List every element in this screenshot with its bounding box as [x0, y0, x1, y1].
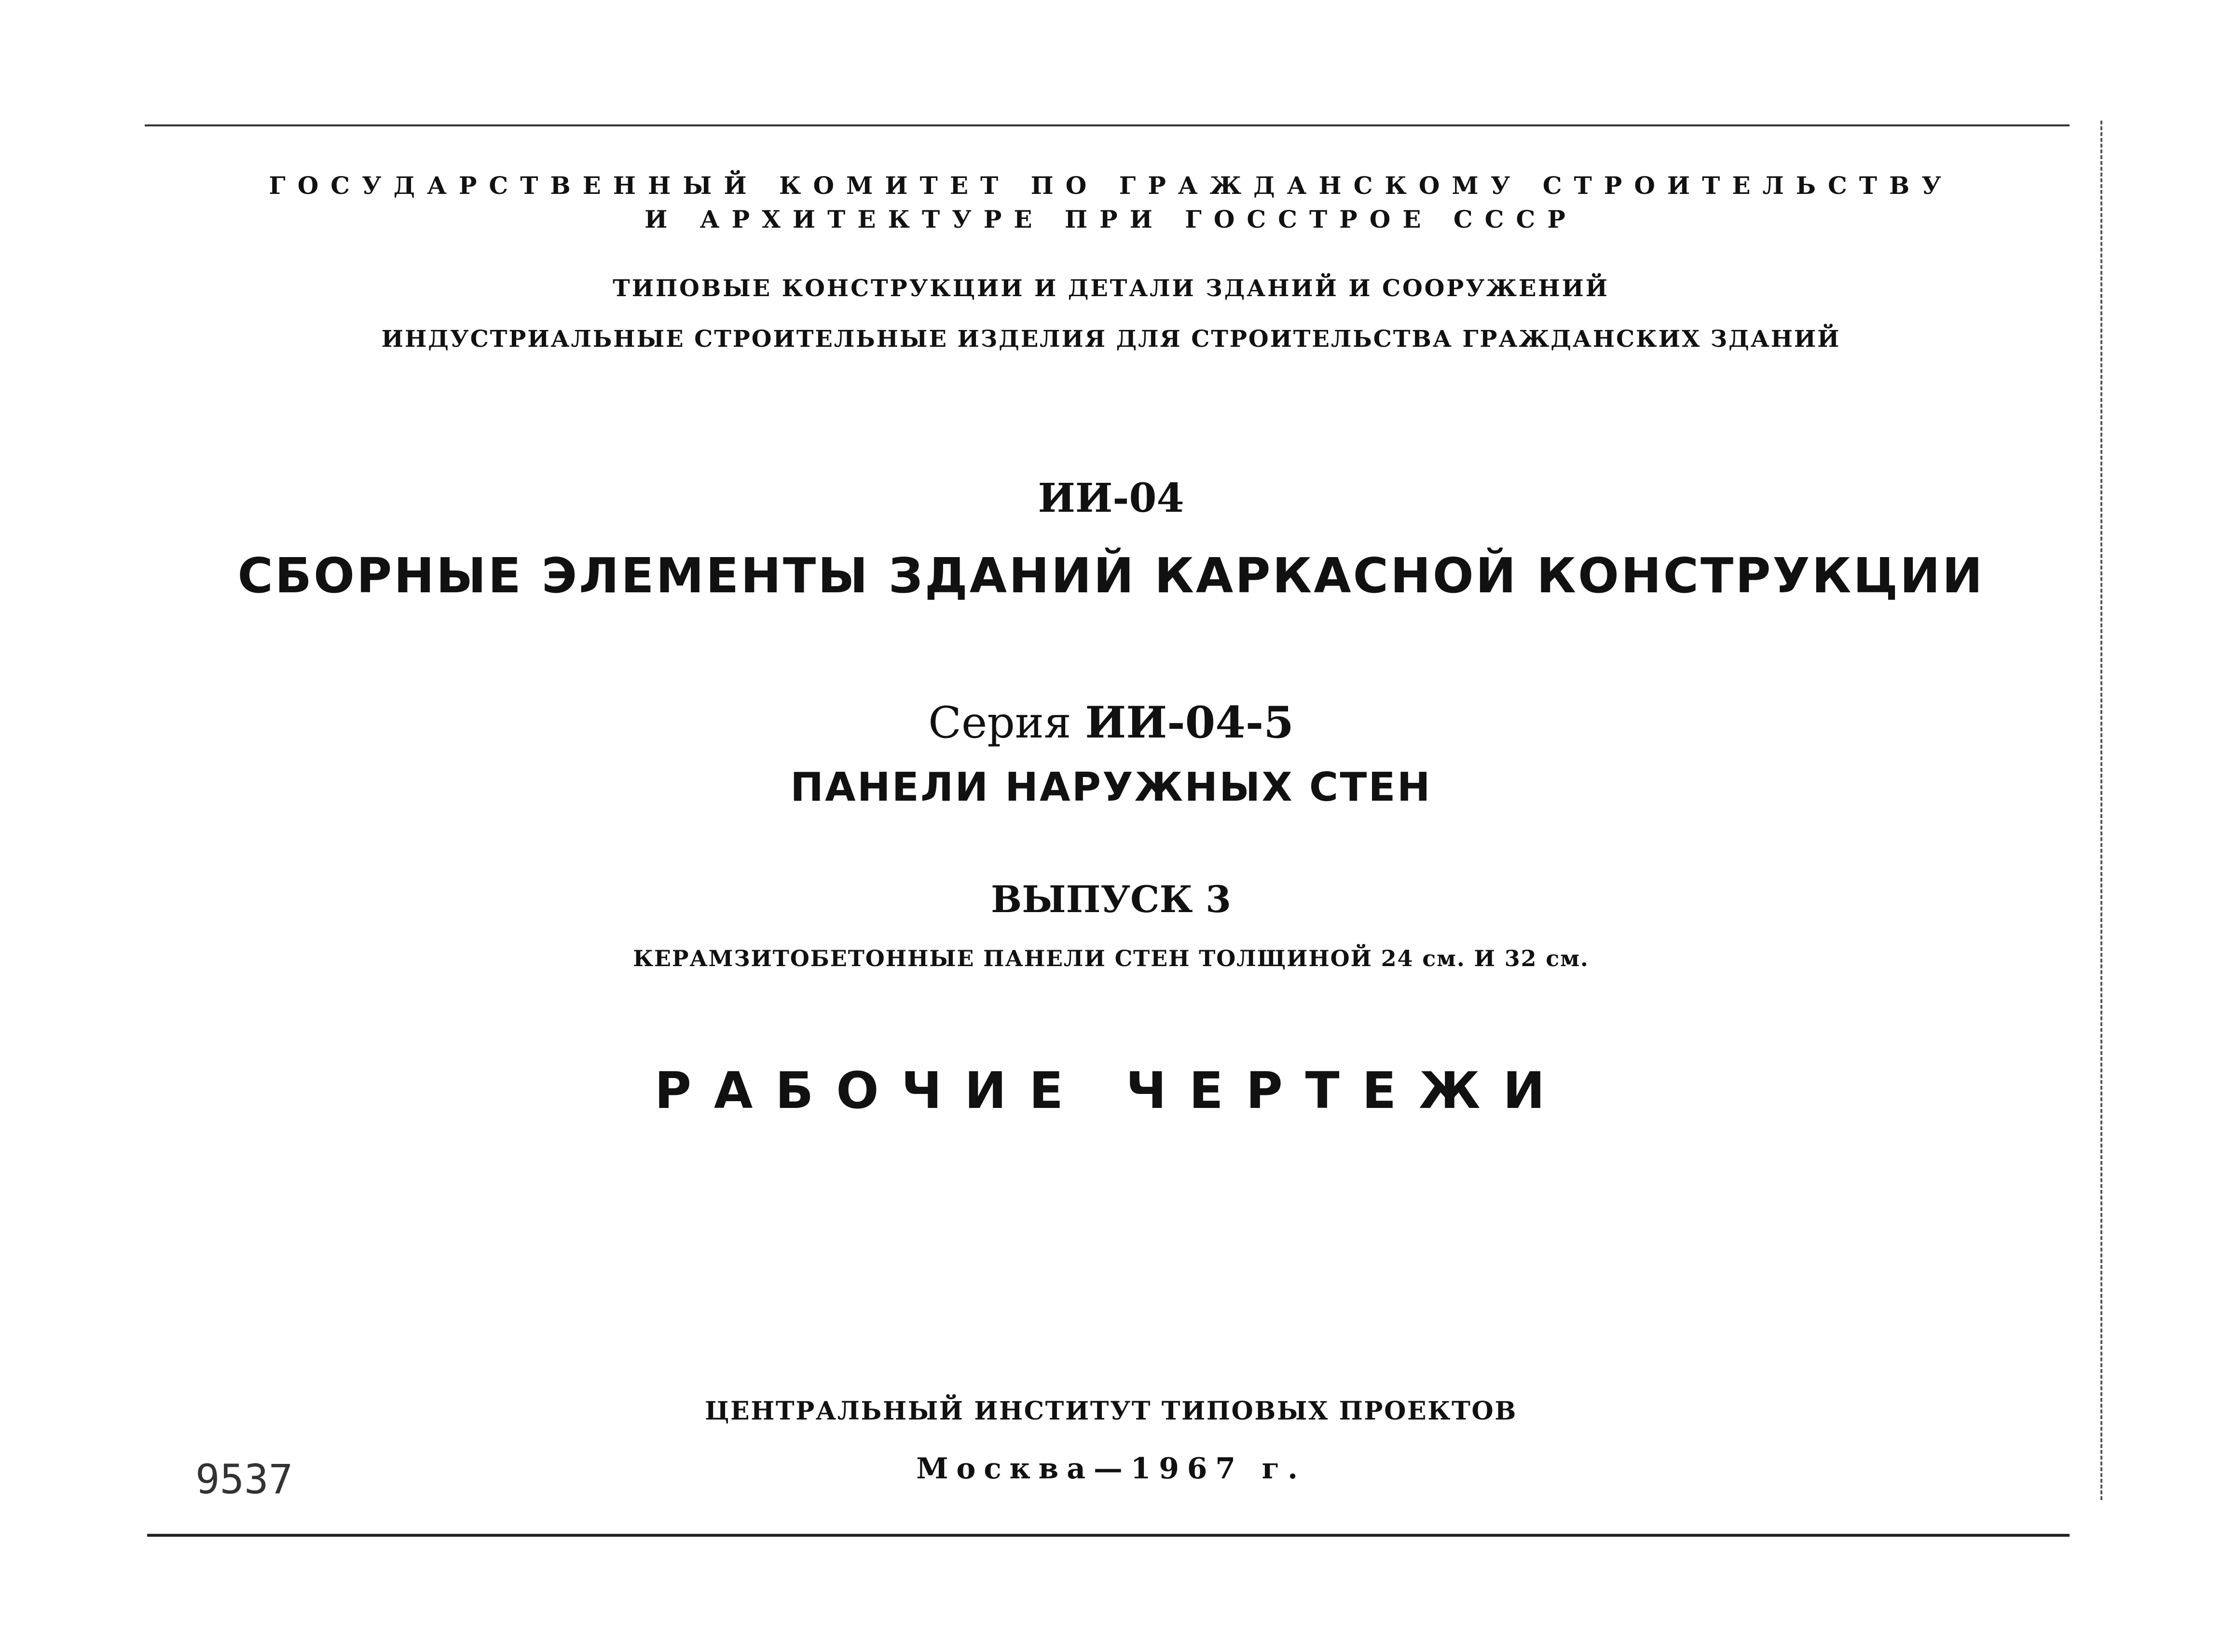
document-title: СБОРНЫЕ ЭЛЕМЕНТЫ ЗДАНИЙ КАРКАСНОЙ КОНСТРУКЦИИ [237, 547, 1985, 604]
series-code: ИИ-04-5 [1085, 697, 1294, 748]
issue-subtitle: КЕРАМЗИТОБЕТОННЫЕ ПАНЕЛИ СТЕН ТОЛЩИНОЙ 24 см. И 32 см. [633, 945, 1589, 971]
document-type: РАБОЧИЕ ЧЕРТЕЖИ [654, 1061, 1568, 1120]
series-label: Серия [928, 697, 1071, 748]
series-heading [0, 697, 2222, 748]
agency-line-1: ГОСУДАРСТВЕННЫЙ КОМИТЕТ ПО ГРАЖДАНСКОМУ СТРОИТЕЛЬСТВУ [269, 171, 1953, 200]
top-border-line [145, 124, 2070, 126]
agency-line-2: И АРХИТЕКТУРЕ ПРИ ГОССТРОЕ СССР [645, 205, 1577, 233]
issue-number: ВЫПУСК 3 [991, 878, 1231, 921]
series-title: ПАНЕЛИ НАРУЖНЫХ СТЕН [790, 765, 1432, 810]
subtitle-line-2: ИНДУСТРИАЛЬНЫЕ СТРОИТЕЛЬНЫЕ ИЗДЕЛИЯ ДЛЯ СТРОИТЕЛЬСТВА ГРАЖДАНСКИХ ЗДАНИЙ [381, 326, 1841, 353]
subtitle-line-1: ТИПОВЫЕ КОНСТРУКЦИИ И ДЕТАЛИ ЗДАНИЙ И СООРУЖЕНИЙ [613, 275, 1609, 302]
publication-city-year: Москва—1967 г. [916, 1452, 1306, 1486]
document-code: ИИ-04 [1038, 475, 1184, 521]
publisher-institute: ЦЕНТРАЛЬНЫЙ ИНСТИТУТ ТИПОВЫХ ПРОЕКТОВ [705, 1396, 1517, 1426]
bottom-border-line [147, 1534, 2070, 1537]
archive-stamp-number: 9537 [195, 1456, 293, 1503]
